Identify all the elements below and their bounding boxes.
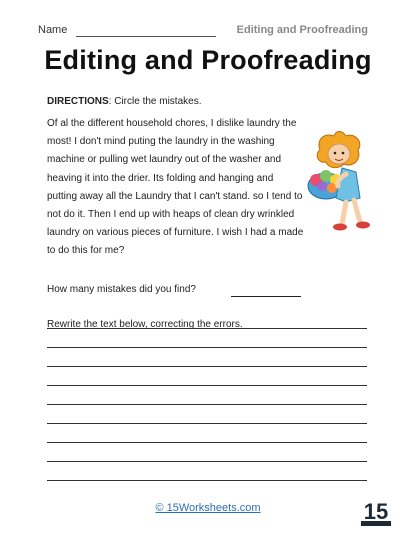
logo-number: 15 [363,499,389,524]
writing-line[interactable] [47,347,367,348]
writing-line[interactable] [47,423,367,424]
writing-line[interactable] [47,385,367,386]
name-field-line[interactable] [76,36,216,37]
header-title: Editing and Proofreading [236,24,368,36]
name-header [38,24,368,40]
directions-text: : Circle the mistakes. [108,96,202,107]
writing-line[interactable] [47,328,367,329]
passage-text: Of al the different household chores, I dislike laundry the most! I don't mind puting the laundry in the washing machine or pulling wet laundry out of the washer and heaving it into the drier. Its folding and hanging and putting away all the Laundry that I can't stand. so I tend to not do it. Then I end up with heaps of clean dry wrinkled laundry on various pieces of furniture. I wish I had a made to do this for me? [47,118,304,257]
copyright-link[interactable]: © 15Worksheets.com [155,502,261,514]
writing-line[interactable] [47,404,367,405]
directions-label: DIRECTIONS [47,96,109,107]
laundry-girl-illustration [306,128,376,238]
mistakes-question: How many mistakes did you find? [47,284,196,295]
writing-line[interactable] [47,366,367,367]
directions [47,96,201,107]
page-title: Editing and Proofreading [44,45,372,75]
writing-line[interactable] [47,480,367,481]
name-label: Name [38,24,68,36]
rewrite-prompt: Rewrite the text below, correcting the errors. [47,319,243,330]
worksheets-logo [359,494,393,528]
writing-line[interactable] [47,461,367,462]
footer [0,502,416,514]
mistakes-answer-line[interactable] [231,296,301,297]
writing-line[interactable] [47,442,367,443]
